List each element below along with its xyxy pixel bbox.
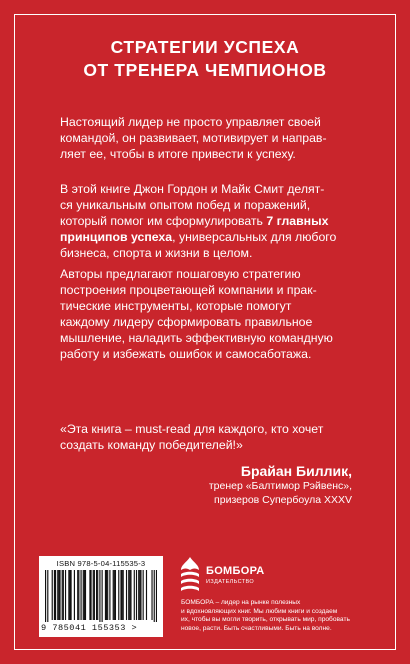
barcode-bar xyxy=(109,570,110,620)
barcode-bar xyxy=(113,570,114,620)
paragraph-line: Настоящий лидер не просто управляет своей xyxy=(60,115,321,129)
author-description: призеров Супербоула XXXV xyxy=(214,493,352,506)
paragraph-text: , универсальных для любого xyxy=(172,230,337,244)
barcode-bar xyxy=(146,570,147,620)
barcode-bar xyxy=(128,570,129,620)
paragraph-line: В этой книге Джон Гордон и Майк Смит делят- xyxy=(60,182,325,196)
barcode-bar xyxy=(154,570,155,622)
barcode-bar xyxy=(96,570,97,620)
cover-heading xyxy=(0,36,410,82)
barcode-bar xyxy=(115,570,116,620)
barcode-bar xyxy=(45,570,46,622)
paragraph-line: мышление, наладить эффективную командную xyxy=(60,331,333,345)
barcode-bar xyxy=(90,570,91,620)
barcode-bar xyxy=(106,570,107,620)
paragraph-line: командой, он развивает, мотивирует и направ- xyxy=(60,131,327,145)
barcode-bar xyxy=(52,570,53,620)
paragraph-line xyxy=(60,213,360,229)
quote-author xyxy=(209,462,352,507)
barcode-bar xyxy=(105,570,106,620)
barcode-bar xyxy=(57,570,58,620)
paragraph-line: Авторы предлагают пошаговую стратегию xyxy=(60,267,301,281)
heading-line-2: ОТ ТРЕНЕРА ЧЕМПИОНОВ xyxy=(83,60,327,80)
publisher-logo xyxy=(178,555,368,595)
barcode-bar xyxy=(114,570,115,620)
barcode-bar xyxy=(102,570,103,622)
barcode-bar xyxy=(94,570,95,620)
paragraph-line: каждому лидеру сформировать правильное xyxy=(60,315,313,329)
highlight-text: принципов успеха xyxy=(60,230,173,244)
barcode-bar xyxy=(83,570,84,620)
barcode-bar xyxy=(139,570,140,620)
barcode-bar xyxy=(47,570,48,622)
barcode-bars-icon xyxy=(45,570,157,622)
barcode-bar xyxy=(63,570,64,620)
barcode-bar xyxy=(93,570,94,620)
paragraph-text: который помог им сформулировать xyxy=(60,214,267,228)
barcode-bar xyxy=(130,570,131,620)
paragraph-line xyxy=(60,229,360,245)
publisher-description-line: БОМБОРА – лидер на рынке полезных xyxy=(181,599,301,606)
barcode-bar xyxy=(123,570,124,620)
barcode-bar xyxy=(58,570,59,620)
paragraph-line: ляет ее, чтобы в итоге привести к успеху. xyxy=(60,147,296,161)
barcode-bar xyxy=(89,570,90,620)
barcode-bar xyxy=(107,570,108,620)
barcode-bar xyxy=(143,570,144,620)
ean-digits: 9 785041 155353 > xyxy=(41,623,138,633)
barcode-bar xyxy=(84,570,85,620)
barcode-bar xyxy=(54,570,55,620)
barcode-bar xyxy=(129,570,130,620)
paragraph-line: бизнеса, спорта и жизни в целом. xyxy=(60,246,253,260)
publisher-description xyxy=(181,599,371,633)
paragraph-line: построения процветающей компании и прак- xyxy=(60,283,317,297)
barcode-bar xyxy=(78,570,79,620)
heading-line-1: СТРАТЕГИИ УСПЕХА xyxy=(110,37,300,57)
barcode-bar xyxy=(140,570,141,620)
barcode-bar xyxy=(138,570,139,620)
quote-line: «Эта книга – must-read для каждого, кто хочет xyxy=(60,422,324,436)
publisher-name: БОМБОРА xyxy=(206,565,265,577)
barcode-bar xyxy=(97,570,98,620)
isbn-barcode xyxy=(39,556,163,637)
quote-line: создать команду победителей!» xyxy=(60,438,243,452)
paragraph-intro xyxy=(60,114,360,162)
paragraph-authors xyxy=(60,181,360,261)
paragraph-line: работу и избежать ошибок и самосаботажа. xyxy=(60,347,312,361)
barcode-bar xyxy=(156,570,157,622)
author-name: Брайан Биллик, xyxy=(240,463,352,479)
paragraph-line: тические инструменты, которые помогут xyxy=(60,299,292,313)
barcode-bar xyxy=(136,570,137,620)
paragraph-strategy xyxy=(60,266,360,362)
barcode-bar xyxy=(77,570,78,620)
highlight-text: 7 главных xyxy=(266,214,329,228)
barcode-bar xyxy=(85,570,86,620)
publisher-description-line: и вдохновляющих книг. Мы любим книги и создаем xyxy=(181,607,338,615)
publisher-description-line: их, чтобы вы могли творить, открывать мир, пробовать xyxy=(181,616,350,624)
bombora-logo-icon xyxy=(178,555,202,595)
isbn-number: ISBN 978-5-04-115535-3 xyxy=(56,559,146,568)
publisher-description-line: новое, расти. Быть счастливыми. Быть на волне. xyxy=(181,624,332,632)
paragraph-line: ся уникальным опытом побед и поражений, xyxy=(60,198,311,212)
barcode-bar xyxy=(74,570,75,620)
barcode-bar xyxy=(69,570,70,620)
barcode-bar xyxy=(62,570,63,620)
barcode-bar xyxy=(120,570,121,620)
barcode-bar xyxy=(59,570,60,620)
barcode-bar xyxy=(126,570,127,620)
barcode-bar xyxy=(134,570,135,620)
barcode-bar xyxy=(151,570,152,620)
review-quote xyxy=(60,421,360,453)
barcode-bar xyxy=(122,570,123,620)
barcode-bar xyxy=(99,570,100,622)
barcode-bar xyxy=(80,570,81,620)
barcode-bar xyxy=(65,570,66,620)
barcode-bar xyxy=(55,570,56,620)
barcode-bar xyxy=(71,570,72,620)
publisher-subtitle: ИЗДАТЕЛЬСТВО xyxy=(206,579,255,585)
barcode-bar xyxy=(118,570,119,620)
author-description: тренер «Балтимор Рэйвенс», xyxy=(208,480,352,492)
barcode-bar xyxy=(68,570,69,620)
